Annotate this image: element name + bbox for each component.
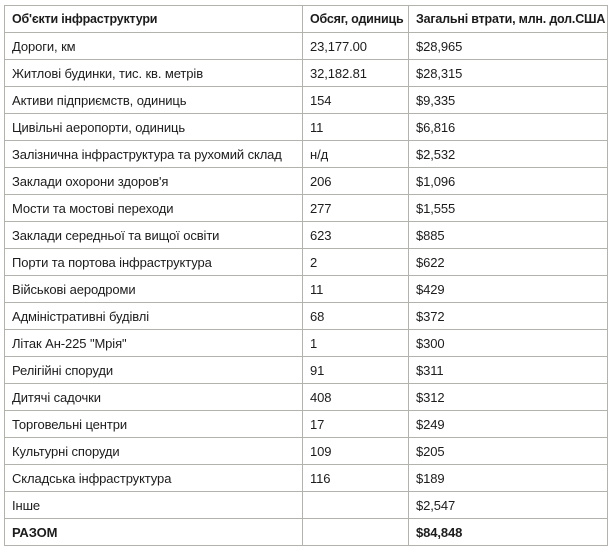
cell-losses: $6,816 bbox=[409, 114, 608, 141]
header-row bbox=[5, 6, 608, 33]
table-row bbox=[5, 87, 608, 114]
table-row bbox=[5, 411, 608, 438]
cell-losses: $300 bbox=[409, 330, 608, 357]
table-row bbox=[5, 195, 608, 222]
cell-object: Цивільні аеропорти, одиниць bbox=[5, 114, 303, 141]
cell-object: Адміністративні будівлі bbox=[5, 303, 303, 330]
cell-volume: 109 bbox=[303, 438, 409, 465]
table-row bbox=[5, 438, 608, 465]
cell-losses: $311 bbox=[409, 357, 608, 384]
cell-volume: 623 bbox=[303, 222, 409, 249]
cell-volume bbox=[303, 519, 409, 546]
cell-volume: 408 bbox=[303, 384, 409, 411]
cell-volume: 116 bbox=[303, 465, 409, 492]
cell-volume: 91 bbox=[303, 357, 409, 384]
table-row bbox=[5, 222, 608, 249]
cell-losses: $249 bbox=[409, 411, 608, 438]
table-row bbox=[5, 114, 608, 141]
cell-object: Культурні споруди bbox=[5, 438, 303, 465]
column-header-volume: Обсяг, одиниць bbox=[303, 6, 409, 33]
cell-object: Заклади охорони здоров'я bbox=[5, 168, 303, 195]
cell-object: Дороги, км bbox=[5, 33, 303, 60]
cell-losses: $885 bbox=[409, 222, 608, 249]
column-header-objects: Об'єкти інфраструктури bbox=[5, 6, 303, 33]
cell-volume: 2 bbox=[303, 249, 409, 276]
cell-volume: 11 bbox=[303, 114, 409, 141]
table-row bbox=[5, 357, 608, 384]
column-header-losses: Загальні втрати, млн. дол.США bbox=[409, 6, 608, 33]
cell-losses: $28,965 bbox=[409, 33, 608, 60]
cell-volume: 206 bbox=[303, 168, 409, 195]
cell-losses: $205 bbox=[409, 438, 608, 465]
total-row bbox=[5, 519, 608, 546]
cell-volume: 11 bbox=[303, 276, 409, 303]
table-row bbox=[5, 330, 608, 357]
cell-volume bbox=[303, 492, 409, 519]
table-row bbox=[5, 465, 608, 492]
cell-losses: $372 bbox=[409, 303, 608, 330]
cell-object: Дитячі садочки bbox=[5, 384, 303, 411]
table-row bbox=[5, 384, 608, 411]
table-row bbox=[5, 60, 608, 87]
cell-losses: $9,335 bbox=[409, 87, 608, 114]
cell-losses: $2,547 bbox=[409, 492, 608, 519]
cell-object: Заклади середньої та вищої освіти bbox=[5, 222, 303, 249]
cell-object: Літак Ан-225 "Мрія" bbox=[5, 330, 303, 357]
table-row bbox=[5, 276, 608, 303]
cell-object: Інше bbox=[5, 492, 303, 519]
cell-losses: $189 bbox=[409, 465, 608, 492]
cell-object: Залізнична інфраструктура та рухомий склад bbox=[5, 141, 303, 168]
cell-losses: $1,555 bbox=[409, 195, 608, 222]
table-row bbox=[5, 303, 608, 330]
cell-losses: $2,532 bbox=[409, 141, 608, 168]
cell-volume: 17 bbox=[303, 411, 409, 438]
cell-volume: н/д bbox=[303, 141, 409, 168]
cell-volume: 154 bbox=[303, 87, 409, 114]
cell-losses: $312 bbox=[409, 384, 608, 411]
table-row bbox=[5, 168, 608, 195]
cell-object: Складська інфраструктура bbox=[5, 465, 303, 492]
table-row bbox=[5, 492, 608, 519]
table-row bbox=[5, 249, 608, 276]
cell-losses: $429 bbox=[409, 276, 608, 303]
cell-losses: $28,315 bbox=[409, 60, 608, 87]
table-row bbox=[5, 33, 608, 60]
cell-object: Релігійні споруди bbox=[5, 357, 303, 384]
cell-volume: 23,177.00 bbox=[303, 33, 409, 60]
cell-losses: $1,096 bbox=[409, 168, 608, 195]
cell-object: Активи підприємств, одиниць bbox=[5, 87, 303, 114]
cell-object: РАЗОМ bbox=[5, 519, 303, 546]
cell-volume: 277 bbox=[303, 195, 409, 222]
cell-losses: $84,848 bbox=[409, 519, 608, 546]
cell-object: Порти та портова інфраструктура bbox=[5, 249, 303, 276]
cell-object: Військові аеродроми bbox=[5, 276, 303, 303]
table-body bbox=[5, 33, 608, 546]
infrastructure-losses-table bbox=[4, 5, 608, 546]
cell-volume: 32,182.81 bbox=[303, 60, 409, 87]
cell-volume: 1 bbox=[303, 330, 409, 357]
cell-object: Житлові будинки, тис. кв. метрів bbox=[5, 60, 303, 87]
cell-losses: $622 bbox=[409, 249, 608, 276]
cell-object: Торговельні центри bbox=[5, 411, 303, 438]
cell-object: Мости та мостові переходи bbox=[5, 195, 303, 222]
cell-volume: 68 bbox=[303, 303, 409, 330]
table-row bbox=[5, 141, 608, 168]
